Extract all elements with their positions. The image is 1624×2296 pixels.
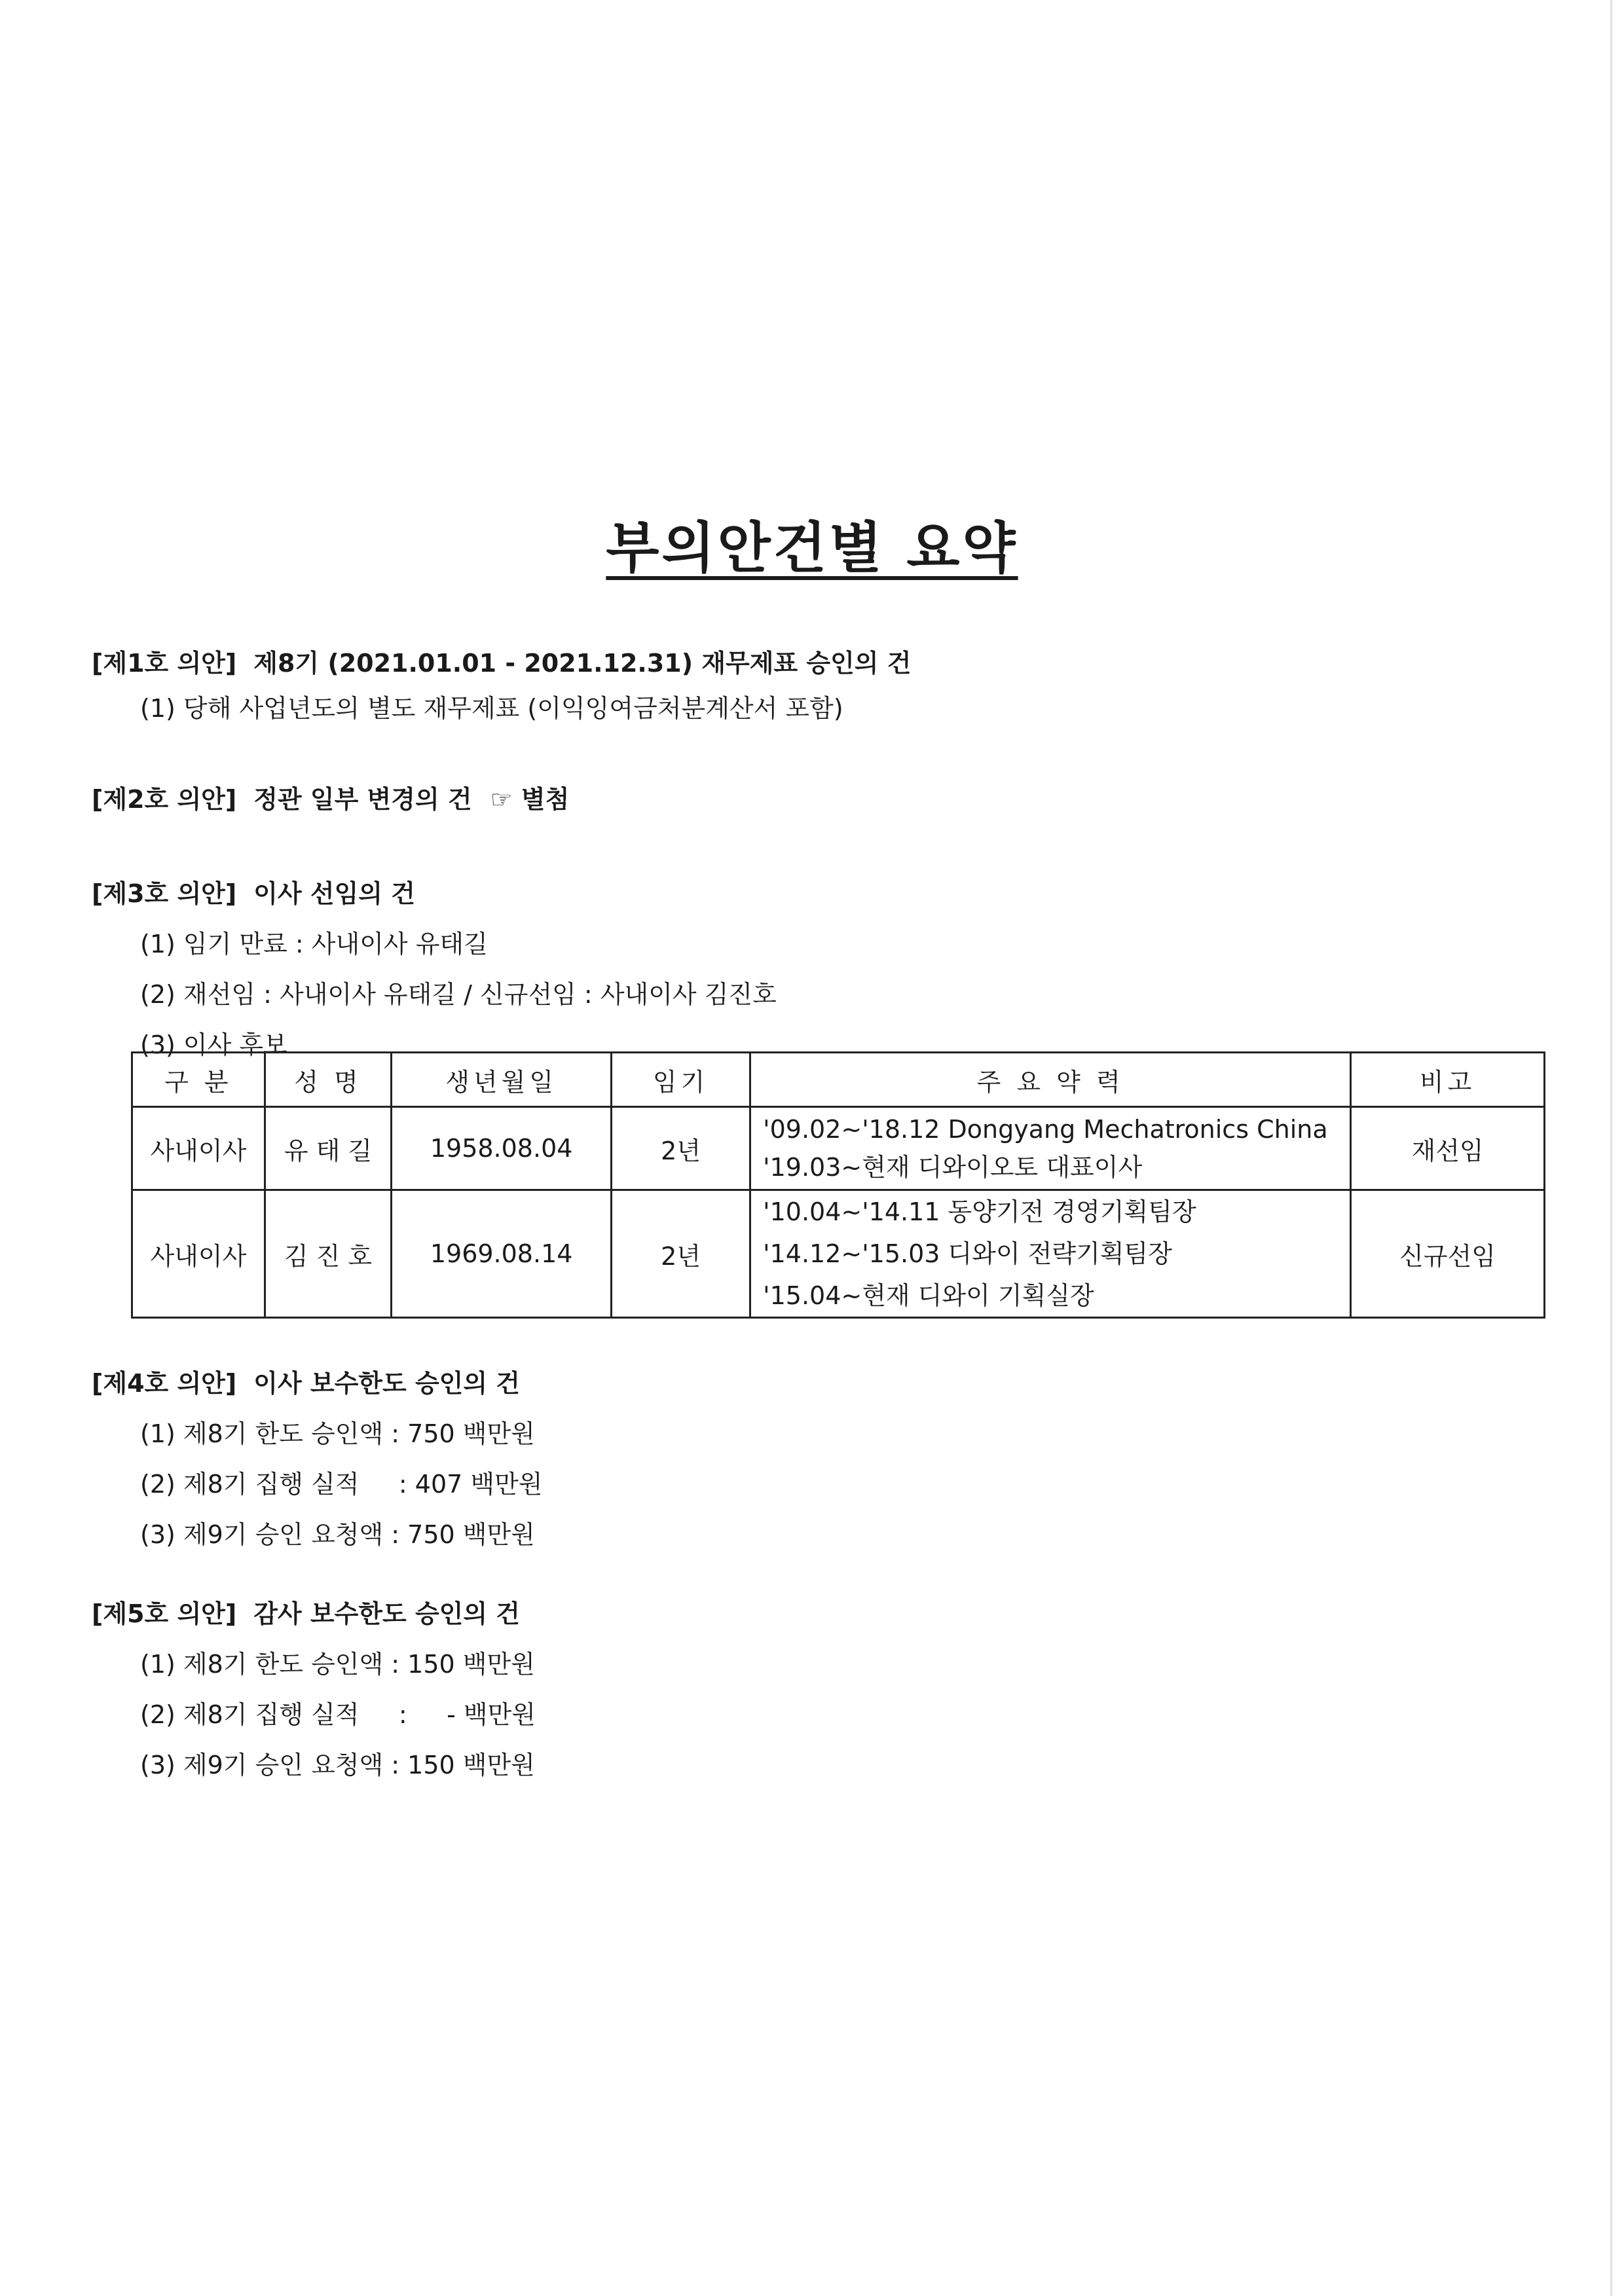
career-line: '09.02~'18.12 Dongyang Mechatronics China xyxy=(763,1115,1328,1144)
table-row xyxy=(132,1107,1545,1190)
header-name: 성 명 xyxy=(265,1053,391,1107)
career-line: '15.04~현재 디와이 기획실장 xyxy=(763,1281,1094,1310)
agenda-3-heading: [제3호 의안] 이사 선임의 건 xyxy=(92,879,415,908)
header-division: 구 분 xyxy=(132,1053,265,1107)
agenda-2 xyxy=(92,779,1565,815)
cell-career xyxy=(750,1190,1351,1318)
candidate-table xyxy=(131,1051,1545,1319)
header-birth: 생년월일 xyxy=(392,1053,612,1107)
agenda-2-heading: [제2호 의안] 정관 일부 변경의 건 ☞ 별첨 xyxy=(92,785,570,814)
agenda-4-heading: [제4호 의안] 이사 보수한도 승인의 건 xyxy=(92,1369,521,1398)
page-title: 부의안건별 요약 xyxy=(606,516,1018,580)
cell-career xyxy=(750,1107,1351,1190)
scan-edge xyxy=(1610,0,1612,2296)
agenda-3-item-1: (1) 임기 만료 : 사내이사 유태길 xyxy=(140,930,488,958)
agenda-5-item-3: (3) 제9기 승인 요청액 : 150 백만원 xyxy=(140,1751,535,1779)
agenda-1-item-1: (1) 당해 사업년도의 별도 재무제표 (이익잉여금처분계산서 포함) xyxy=(140,694,843,723)
agenda-1-heading: [제1호 의안] 제8기 (2021.01.01 - 2021.12.31) 재무제표 승인의 건 xyxy=(92,649,912,678)
cell-division: 사내이사 xyxy=(132,1107,265,1190)
agenda-5-heading: [제5호 의안] 감사 보수한도 승인의 건 xyxy=(92,1599,521,1628)
cell-name: 유 태 길 xyxy=(265,1107,391,1190)
agenda-3-item-3: (3) 이사 후보 xyxy=(140,1030,287,1059)
career-line: '14.12~'15.03 디와이 전략기획팀장 xyxy=(763,1239,1172,1268)
agenda-4-item-1: (1) 제8기 한도 승인액 : 750 백만원 xyxy=(140,1419,535,1448)
agenda-4 xyxy=(92,1363,1565,1550)
header-career: 주 요 약 력 xyxy=(750,1053,1351,1107)
agenda-4-item-3: (3) 제9기 승인 요청액 : 750 백만원 xyxy=(140,1520,535,1549)
table-row xyxy=(132,1190,1545,1318)
cell-note: 신규선임 xyxy=(1351,1190,1545,1318)
agenda-5-item-1: (1) 제8기 한도 승인액 : 150 백만원 xyxy=(140,1650,535,1679)
career-line: '10.04~'14.11 동양기전 경영기획팀장 xyxy=(763,1197,1196,1226)
cell-division: 사내이사 xyxy=(132,1190,265,1318)
agenda-4-item-2: (2) 제8기 집행 실적 : 407 백만원 xyxy=(140,1470,543,1499)
cell-term: 2년 xyxy=(612,1107,750,1190)
attachment-pointer: ☞ 별첨 xyxy=(490,785,570,814)
table-header-row xyxy=(132,1053,1545,1107)
agenda-1 xyxy=(92,643,1565,724)
agenda-5 xyxy=(92,1594,1565,1781)
cell-name: 김 진 호 xyxy=(265,1190,391,1318)
cell-note: 재선임 xyxy=(1351,1107,1545,1190)
cell-term: 2년 xyxy=(612,1190,750,1318)
header-term: 임기 xyxy=(612,1053,750,1107)
career-line: '19.03~현재 디와이오토 대표이사 xyxy=(763,1153,1143,1182)
header-note: 비고 xyxy=(1351,1053,1545,1107)
cell-birth: 1958.08.04 xyxy=(392,1107,612,1190)
agenda-3 xyxy=(92,873,1565,1061)
agenda-5-item-2: (2) 제8기 집행 실적 : - 백만원 xyxy=(140,1700,536,1729)
cell-birth: 1969.08.14 xyxy=(392,1190,612,1318)
agenda-3-item-2: (2) 재선임 : 사내이사 유태길 / 신규선임 : 사내이사 김진호 xyxy=(140,980,777,1009)
